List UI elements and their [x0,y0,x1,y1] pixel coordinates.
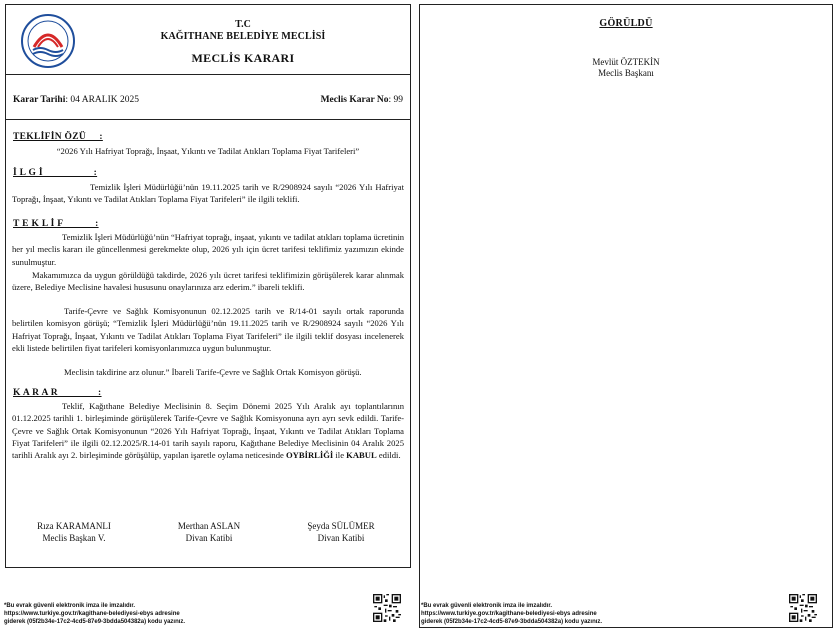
karar-text-end: edildi. [376,450,401,461]
approval-title: GÖRÜLDÜ [599,18,653,29]
e-signature-line-1: *Bu evrak güvenli elektronik imza ile imzalıdır. [4,603,136,609]
e-signature-line-2[interactable]: https://www.turkiye.gov.tr/kagithane-belediyesi-ebys adresine [4,611,180,617]
section-title-teklifin-ozu: TEKLİFİN ÖZÜ : [13,132,103,142]
signatory-title: Divan Katibi [317,533,365,543]
approver-name: Mevlüt ÖZTEKİN [592,57,660,67]
signatory-title: Divan Katibi [185,533,233,543]
decision-date-value: : 04 ARALIK 2025 [65,95,139,105]
karar-text-body: Teklif, Kağıthane Belediye Meclisinin 8. Seçim Dönemi 2025 Yılı Aralık ayı toplantılarının 01.12.2025 tarihli 1. birleşiminde görüşülerek Tarife-Çevre ve Sağlık Komisyonuna ayrı ayrı sevk edildi. Tarife-Çevre ve Sağlık Ortak Komisyonunun “2026 Yılı Hafriyat Toprağı, İnşaat, Yıkıntı ve Tadilat Atıkları Toplama Fiyat Tarifeleri” ile ilgili 02.12.2025/R.14-01 tarih sayılı raporu, Kağıthane Belediye Meclisinin 04 Aralık 2025 tarihli Aralık ayı 2. birleşiminde görüşülüp, yapılan işaretle oylama neticesinde [12,401,404,461]
e-signature-line-3: giderek (05f2b34e-17c2-4cd5-87e9-3bdda504382a) kodu yazınız. [4,619,186,625]
qr-code-icon [373,594,401,622]
teklif-paragraph-1: Temizlik İşleri Müdürlüğü’nün “Hafriyat toprağı, inşaat, yıkıntı ve tadilat atıkları toplama ücretinin her yıl meclis kararı ile güncellenmesi gerekmekte olup, 2026 yılı için ücret tarifesi teklifimiz yazımızın ekinde sunulmuştur. [12,232,404,267]
decision-page [5,4,411,568]
signatory-name: Rıza KARAMANLI [37,521,111,531]
karar-text-mid: ile [333,450,347,461]
approval-page [419,4,833,628]
karar-unanimous: OYBİRLİĞİ [285,450,334,461]
e-signature-line-1: *Bu evrak güvenli elektronik imza ile imzalıdır. [421,603,553,609]
divider [6,119,410,120]
approver-block [420,57,832,79]
signature-block [149,520,269,544]
qr-code-icon [789,594,817,622]
decision-date [13,95,139,105]
e-signature-note [421,602,602,626]
approver-role: Meclis Başkanı [598,68,654,78]
document-title: MECLİS KARARI [191,51,295,65]
e-signature-note [4,602,185,626]
section-title-teklif: T E K L İ F : [13,219,99,229]
header-line-tc: T.C [235,19,251,30]
decision-date-label: Karar Tarihi [13,95,66,105]
signature-block [281,520,401,544]
divider [6,74,410,75]
signature-block [14,520,134,544]
decision-number [321,95,403,105]
section-title-ilgi: İ L G İ : [13,168,98,178]
e-signature-line-2[interactable]: https://www.turkiye.gov.tr/kagithane-belediyesi-ebys adresine [421,611,597,617]
karar-accepted: KABUL [346,450,377,461]
teklif-paragraph-4: Meclisin takdirine arz olunur.” İbareli Tarife-Çevre ve Sağlık Ortak Komisyon görüşü. [64,367,362,377]
e-signature-line-3: giderek (05f2b34e-17c2-4cd5-87e9-3bdda504382a) kodu yazınız. [421,619,603,625]
section-title-karar: K A R A R : [13,388,102,398]
decision-number-value: : 99 [388,95,403,105]
kagithane-belediyesi-seal-icon [20,13,76,69]
karar-text [12,400,404,461]
signatory-title: Meclis Başkan V. [42,533,106,543]
teklifin-ozu-text: “2026 Yılı Hafriyat Toprağı, İnşaat, Yıkıntı ve Tadilat Atıkları Toplama Fiyat Tarifeleri” [56,146,360,156]
signatory-name: Merthan ASLAN [177,521,241,531]
signatory-name: Şeyda SÜLÜMER [307,521,375,531]
ilgi-text: Temizlik İşleri Müdürlüğü’nün 19.11.2025 tarih ve R/2908924 sayılı “2026 Yılı Hafriyat Toprağı, İnşaat, Yıkıntı ve Tadilat Atıkları Toplama Fiyat Tarifeleri” ile ilgili teklifi. [12,182,404,205]
teklif-paragraph-3: Tarife-Çevre ve Sağlık Komisyonunun 02.12.2025 tarih ve R/14-01 sayılı ortak raporunda belirtilen komisyon görüşü; “Temizlik İşleri Müdürlüğü’nün 19.11.2025 tarih ve R/2908924 sayılı “2026 Yılı Hafriyat Toprağı, İnşaat, Yıkıntı ve Tadilat Atıkları Toplama Fiyat Tarifeleri” ile ilgili teklif dosyası incelenerek ekli listede belirtilen fiyat tarifeleri komisyonlarımızca uygun bulunmuştur. [12,306,404,353]
teklif-paragraph-2: Makamımızca da uygun görüldüğü takdirde, 2026 yılı ücret tarifesi teklifimizin görüşülerek karar alınmak üzere, Belediye Meclisine havalesi hususunu onaylarınıza arz ederim.” ibareli teklifi. [12,270,404,293]
header-council-name: KAĞITHANE BELEDİYE MECLİSİ [160,31,326,42]
decision-number-label: Meclis Karar No [320,95,389,105]
